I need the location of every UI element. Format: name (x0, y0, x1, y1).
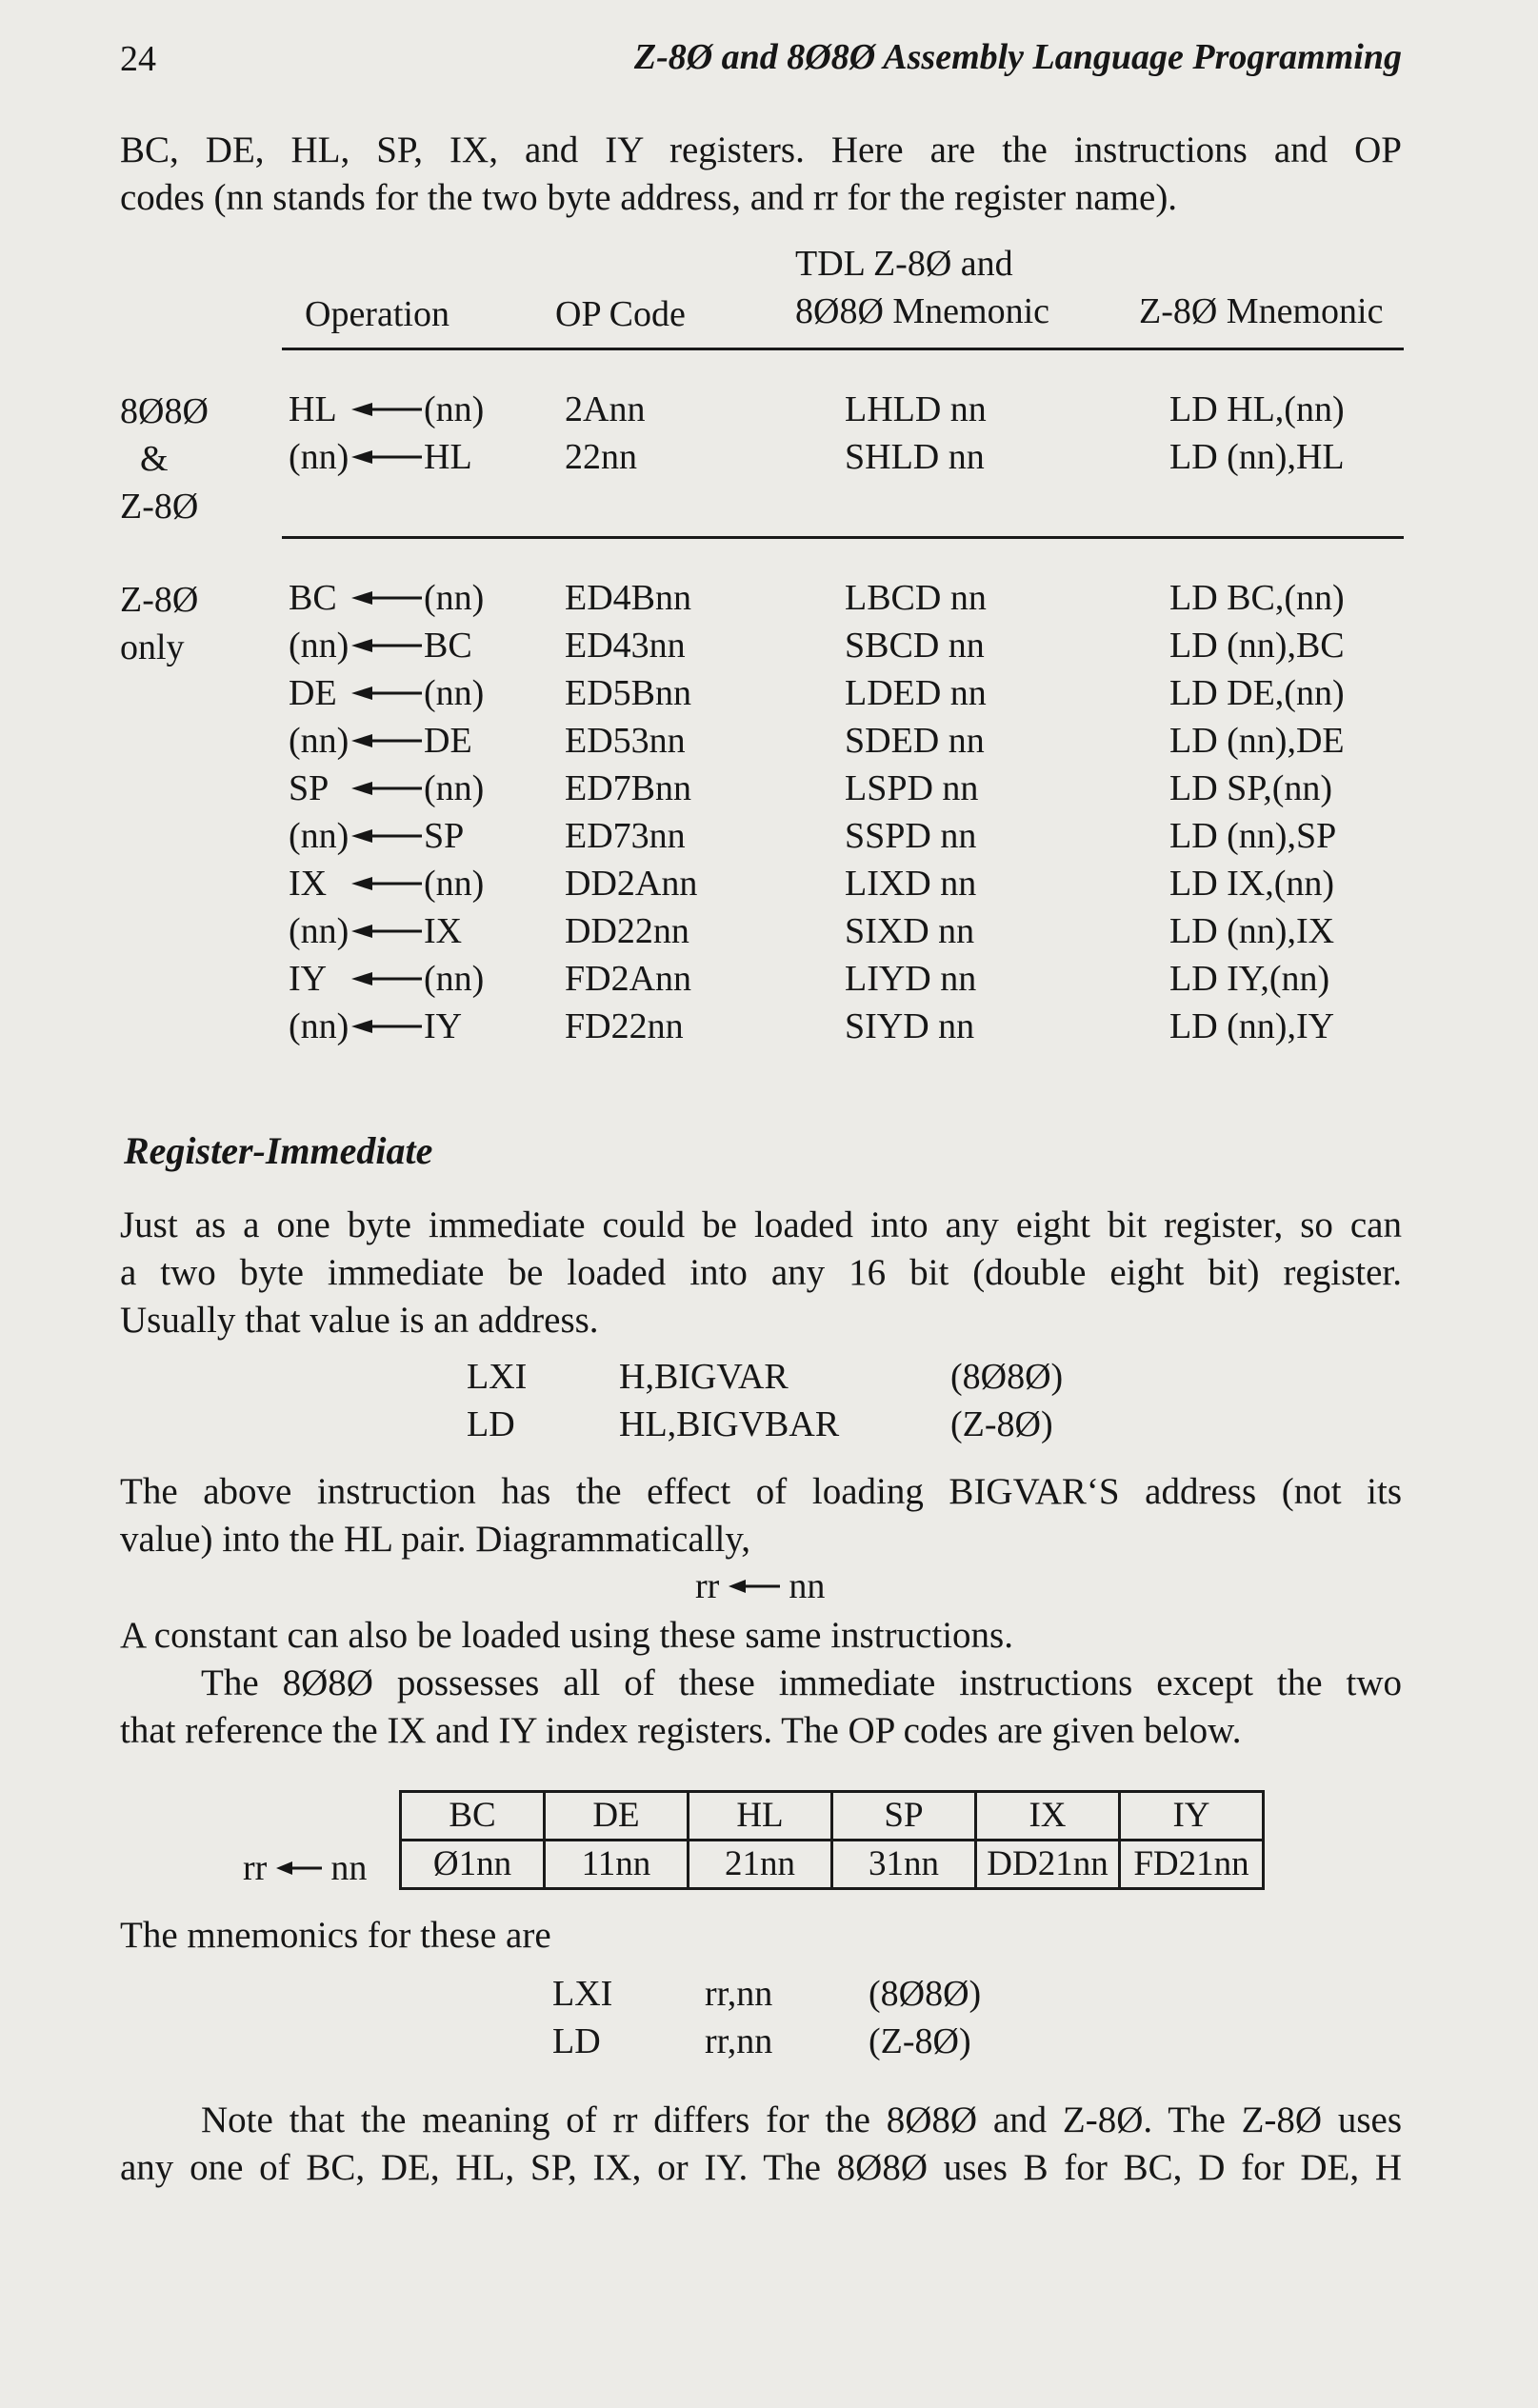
operation-cell (289, 625, 472, 667)
left-arrow-icon (351, 687, 422, 700)
running-title: Z-8Ø and 8Ø8Ø Assembly Language Programming (633, 37, 1402, 77)
paragraph-1 (120, 1202, 1402, 1344)
tdl-mnemonic-cell: SSPD nn (845, 816, 977, 856)
operation-cell (289, 672, 484, 714)
table2-row-label (243, 1847, 367, 1889)
opcode-cell: 22nn (565, 437, 637, 477)
operation-cell (289, 388, 484, 430)
table2-label-left: rr (243, 1848, 268, 1888)
left-arrow-icon (351, 450, 422, 464)
section-heading: Register-Immediate (124, 1129, 433, 1172)
code2-cpu-2: (Z-8Ø) (869, 2021, 971, 2061)
diagram-left: rr (695, 1566, 720, 1606)
code1-args-2: HL,BIGVBAR (619, 1404, 840, 1444)
opcode-cell: ED43nn (565, 626, 686, 666)
table-rule-middle (282, 536, 1404, 539)
left-arrow-icon (351, 1020, 422, 1033)
operation-left: (nn) (289, 437, 350, 477)
code2-args-1: rr,nn (705, 1974, 773, 2014)
operation-right: IY (424, 1006, 463, 1046)
intro-paragraph (120, 127, 1402, 222)
operation-cell (289, 720, 472, 762)
operation-right: (nn) (424, 768, 485, 808)
operation-right: (nn) (424, 578, 485, 618)
paragraph-4 (120, 1660, 1402, 1755)
code1-op-2: LD (467, 1404, 515, 1444)
code1-cpu-1: (8Ø8Ø) (950, 1357, 1064, 1397)
text-line: codes (nn stands for the two byte address, and rr for the register name). (120, 177, 1178, 218)
tdl-mnemonic-cell: LIYD nn (845, 959, 977, 999)
z80-mnemonic-cell: LD (nn),DE (1169, 721, 1345, 761)
opcode-cell: 2Ann (565, 389, 646, 429)
left-arrow-icon (351, 925, 422, 938)
col-header-opcode: OP Code (555, 294, 686, 334)
col-header-operation: Operation (305, 294, 449, 334)
z80-mnemonic-cell: LD (nn),HL (1169, 437, 1345, 477)
left-arrow-icon (351, 591, 422, 605)
table2-header-cell: IX (976, 1792, 1120, 1841)
opcode-cell: ED73nn (565, 816, 686, 856)
group-label-z80: Z-8Ø (120, 487, 199, 527)
operation-right: (nn) (424, 673, 485, 713)
operation-right: BC (424, 626, 472, 666)
opcode-cell: ED7Bnn (565, 768, 691, 808)
operation-cell (289, 767, 484, 809)
tdl-mnemonic-cell: LDED nn (845, 673, 987, 713)
opcode-table (399, 1790, 1265, 1890)
text-line: Usually that value is an address. (120, 1300, 599, 1341)
z80-mnemonic-cell: LD BC,(nn) (1169, 578, 1345, 618)
tdl-mnemonic-cell: LIXD nn (845, 864, 977, 904)
z80-mnemonic-cell: LD (nn),IX (1169, 911, 1335, 951)
tdl-mnemonic-cell: SBCD nn (845, 626, 985, 666)
z80-mnemonic-cell: LD IX,(nn) (1169, 864, 1335, 904)
operation-cell (289, 910, 462, 952)
col-header-tdl-line1: TDL Z-8Ø and (795, 244, 1013, 284)
left-arrow-icon (351, 734, 422, 747)
table2-code-cell: 11nn (545, 1841, 689, 1889)
text-line: Note that the meaning of rr differs for the 8Ø8Ø and Z-8Ø. The Z-8Ø uses (201, 2100, 1402, 2140)
text-line: The above instruction has the effect of loading BIGVAR‘S address (not its (120, 1471, 1402, 1512)
z80-mnemonic-cell: LD (nn),IY (1169, 1006, 1335, 1046)
opcode-cell: DD2Ann (565, 864, 698, 904)
tdl-mnemonic-cell: SIXD nn (845, 911, 975, 951)
tdl-mnemonic-cell: LBCD nn (845, 578, 987, 618)
operation-left: SP (289, 768, 330, 808)
table-rule-top (282, 348, 1404, 350)
table2-header-cell: DE (545, 1792, 689, 1841)
operation-cell (289, 863, 484, 905)
opcode-cell: FD2Ann (565, 959, 692, 999)
tdl-mnemonic-cell: SHLD nn (845, 437, 985, 477)
table2-header-cell: IY (1120, 1792, 1264, 1841)
group-label-8080: 8Ø8Ø (120, 391, 209, 431)
text-line: that reference the IX and IY index registers. The OP codes are given below. (120, 1710, 1242, 1751)
z80-mnemonic-cell: LD (nn),SP (1169, 816, 1337, 856)
table2-header-cell: HL (689, 1792, 832, 1841)
text-line: BC, DE, HL, SP, IX, and IY registers. Here are the instructions and OP (120, 129, 1402, 170)
z80-mnemonic-cell: LD DE,(nn) (1169, 673, 1345, 713)
operation-cell (289, 815, 464, 857)
text-line: value) into the HL pair. Diagrammatically, (120, 1519, 751, 1560)
operation-cell (289, 1005, 462, 1047)
page-number: 24 (120, 39, 156, 79)
table2-code-cell: DD21nn (976, 1841, 1120, 1889)
z80-mnemonic-cell: LD SP,(nn) (1169, 768, 1333, 808)
code1-op-1: LXI (467, 1357, 528, 1397)
table2-header-row (401, 1792, 1264, 1841)
operation-cell (289, 436, 472, 478)
operation-cell (289, 577, 484, 619)
text-line: The mnemonics for these are (120, 1915, 551, 1956)
operation-right: (nn) (424, 389, 485, 429)
operation-left: (nn) (289, 721, 350, 761)
group-label-z80-only-2: only (120, 627, 185, 667)
text-line: any one of BC, DE, HL, SP, IX, or IY. The 8Ø8Ø uses B for BC, D for DE, H (120, 2147, 1402, 2188)
code1-cpu-2: (Z-8Ø) (950, 1404, 1053, 1444)
operation-left: (nn) (289, 626, 350, 666)
left-arrow-icon (351, 972, 422, 985)
operation-left: HL (289, 389, 337, 429)
paragraph-5 (120, 1912, 1402, 1960)
text-line: The 8Ø8Ø possesses all of these immediate instructions except the two (201, 1662, 1402, 1703)
group-label-amp: & (140, 439, 169, 479)
tdl-mnemonic-cell: LHLD nn (845, 389, 987, 429)
tdl-mnemonic-cell: SDED nn (845, 721, 985, 761)
z80-mnemonic-cell: LD (nn),BC (1169, 626, 1345, 666)
table2-header-cell: SP (832, 1792, 976, 1841)
table2-code-cell: FD21nn (1120, 1841, 1264, 1889)
opcode-cell: ED4Bnn (565, 578, 691, 618)
opcode-cell: ED53nn (565, 721, 686, 761)
table2-header-cell: BC (401, 1792, 545, 1841)
code2-op-1: LXI (552, 1974, 613, 2014)
paragraph-2 (120, 1468, 1402, 1563)
operation-cell (289, 958, 484, 1000)
operation-right: (nn) (424, 959, 485, 999)
left-arrow-icon (351, 403, 422, 416)
operation-right: (nn) (424, 864, 485, 904)
left-arrow-icon (351, 782, 422, 795)
col-header-tdl-line2: 8Ø8Ø Mnemonic (795, 291, 1050, 331)
code1-args-1: H,BIGVAR (619, 1357, 789, 1397)
tdl-mnemonic-cell: LSPD nn (845, 768, 979, 808)
diagram-rr-nn (695, 1565, 825, 1607)
paragraph-6 (120, 2097, 1402, 2192)
opcode-cell: ED5Bnn (565, 673, 691, 713)
table2-code-cell: 21nn (689, 1841, 832, 1889)
code2-cpu-1: (8Ø8Ø) (869, 1974, 982, 2014)
opcode-cell: DD22nn (565, 911, 689, 951)
left-arrow-icon (276, 1861, 322, 1875)
table2-code-cell: 31nn (832, 1841, 976, 1889)
operation-left: BC (289, 578, 337, 618)
table2-code-cell: Ø1nn (401, 1841, 545, 1889)
table2-code-row (401, 1841, 1264, 1889)
left-arrow-icon (351, 829, 422, 843)
operation-left: DE (289, 673, 337, 713)
z80-mnemonic-cell: LD HL,(nn) (1169, 389, 1345, 429)
table2-label-right: nn (330, 1848, 368, 1888)
diagram-right: nn (789, 1566, 826, 1606)
operation-left: IY (289, 959, 328, 999)
operation-right: SP (424, 816, 465, 856)
z80-mnemonic-cell: LD IY,(nn) (1169, 959, 1330, 999)
operation-right: HL (424, 437, 472, 477)
text-line: A constant can also be loaded using these same instructions. (120, 1615, 1013, 1656)
left-arrow-icon (351, 877, 422, 890)
left-arrow-icon (351, 639, 422, 652)
operation-left: (nn) (289, 1006, 350, 1046)
paragraph-3 (120, 1612, 1402, 1660)
group-label-z80-only-1: Z-8Ø (120, 580, 199, 620)
tdl-mnemonic-cell: SIYD nn (845, 1006, 975, 1046)
operation-left: (nn) (289, 911, 350, 951)
operation-left: (nn) (289, 816, 350, 856)
code2-op-2: LD (552, 2021, 601, 2061)
text-line: a two byte immediate be loaded into any 16 bit (double eight bit) register. (120, 1252, 1402, 1293)
operation-left: IX (289, 864, 328, 904)
code2-args-2: rr,nn (705, 2021, 773, 2061)
operation-right: DE (424, 721, 472, 761)
text-line: Just as a one byte immediate could be loaded into any eight bit register, so can (120, 1204, 1402, 1245)
operation-right: IX (424, 911, 463, 951)
opcode-cell: FD22nn (565, 1006, 684, 1046)
col-header-z80: Z-8Ø Mnemonic (1139, 291, 1384, 331)
left-arrow-icon (729, 1580, 780, 1593)
